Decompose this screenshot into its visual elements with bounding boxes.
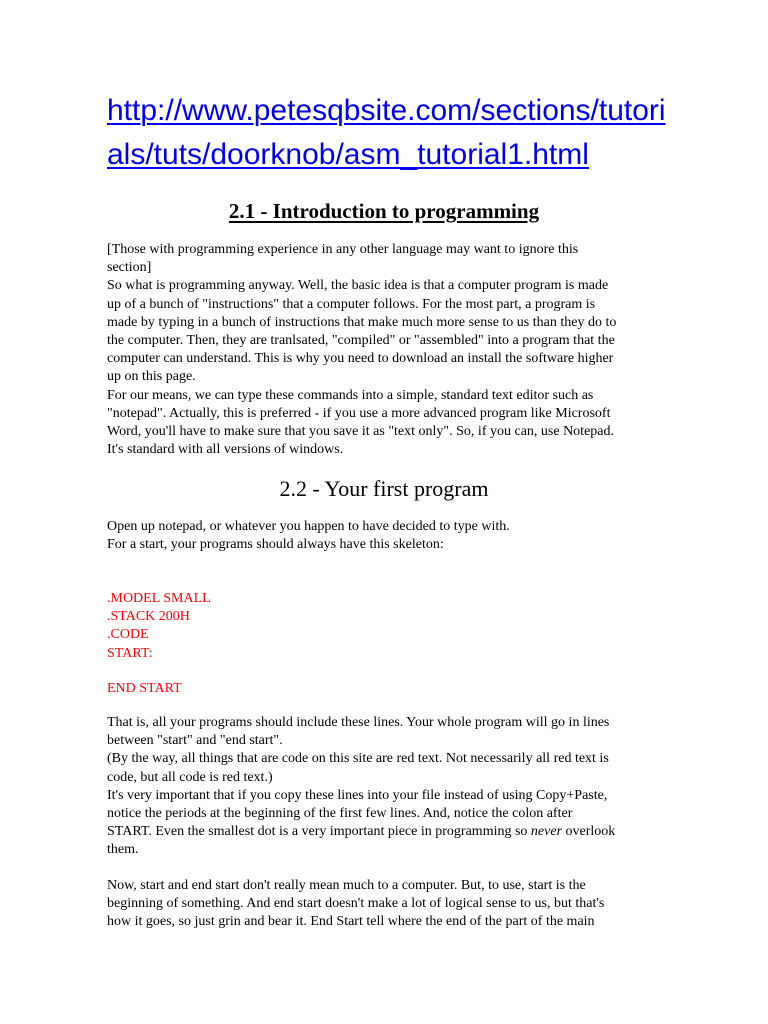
- text-line: made by typing in a bunch of instructions that make much more sense to us than they do to: [107, 314, 617, 330]
- intro-paragraph: [107, 241, 667, 459]
- text-line: them.: [107, 842, 139, 858]
- code-line: .MODEL SMALL: [107, 591, 211, 606]
- text-line: For a start, your programs should always have this skeleton:: [107, 537, 444, 553]
- text-line: how it goes, so just grin and bear it. End Start tell where the end of the part of the main: [107, 914, 595, 930]
- text-line: notice the periods at the beginning of the first few lines. And, notice the colon after: [107, 806, 573, 822]
- text-line: (By the way, all things that are code on this site are red text. Not necessarily all red text is: [107, 751, 609, 767]
- skeleton-explanation-paragraph: [107, 714, 667, 860]
- text-line: beginning of something. And end start doesn't make a lot of logical sense to us, but that's: [107, 896, 605, 912]
- text-segment: START. Even the smallest dot is a very important piece in programming so: [107, 824, 531, 840]
- text-segment: overlook: [562, 824, 616, 840]
- code-end-start: [107, 680, 667, 698]
- section-heading-first-program: 2.2 - Your first program: [279, 476, 489, 501]
- code-skeleton: [107, 590, 667, 663]
- text-line: Open up notepad, or whatever you happen to have decided to type with.: [107, 519, 510, 534]
- text-line: up on this page.: [107, 369, 196, 385]
- text-line: section]: [107, 260, 152, 276]
- text-line: "notepad". Actually, this is preferred - if you use a more advanced program like Microsoft: [107, 405, 611, 421]
- text-line: computer can understand. This is why you need to download an install the software higher: [107, 351, 614, 367]
- text-line: That is, all your programs should include these lines. Your whole program will go in lines: [107, 715, 610, 730]
- text-line: It's standard with all versions of windows.: [107, 442, 344, 458]
- code-line: END START: [107, 681, 182, 696]
- code-line: START:: [107, 645, 153, 661]
- text-line: [107, 823, 667, 841]
- text-line: code, but all code is red text.): [107, 769, 273, 785]
- tutorial-url-link[interactable]: [107, 89, 667, 177]
- url-line-1[interactable]: http://www.petesqbsite.com/sections/tutori: [107, 94, 666, 127]
- text-line: up of a bunch of "instructions" that a computer follows. For the most part, a program is: [107, 296, 596, 312]
- start-explanation-paragraph: [107, 877, 667, 932]
- emphasis-never: never: [530, 824, 563, 840]
- text-line: So what is programming anyway. Well, the basic idea is that a computer program is made: [107, 278, 609, 294]
- text-line: Now, start and end start don't really mean much to a computer. But, to use, start is the: [107, 878, 586, 893]
- text-line: the computer. Then, they are tranlsated, "compiled" or "assembled" into a program that the: [107, 333, 615, 349]
- section-heading-intro: 2.1 - Introduction to programming: [228, 199, 540, 223]
- text-line: It's very important that if you copy these lines into your file instead of using Copy+Paste,: [107, 787, 608, 803]
- text-line: between "start" and "end start".: [107, 733, 283, 749]
- text-line: For our means, we can type these commands into a simple, standard text editor such as: [107, 387, 594, 403]
- first-program-intro: [107, 518, 667, 554]
- url-line-2[interactable]: als/tuts/doorknob/asm_tutorial1.html: [107, 138, 589, 171]
- text-line: Word, you'll have to make sure that you save it as "text only". So, if you can, use Notepad.: [107, 424, 614, 440]
- text-line: [Those with programming experience in any other language may want to ignore this: [107, 242, 579, 257]
- code-line: .CODE: [107, 627, 149, 643]
- code-line: .STACK 200H: [107, 609, 190, 625]
